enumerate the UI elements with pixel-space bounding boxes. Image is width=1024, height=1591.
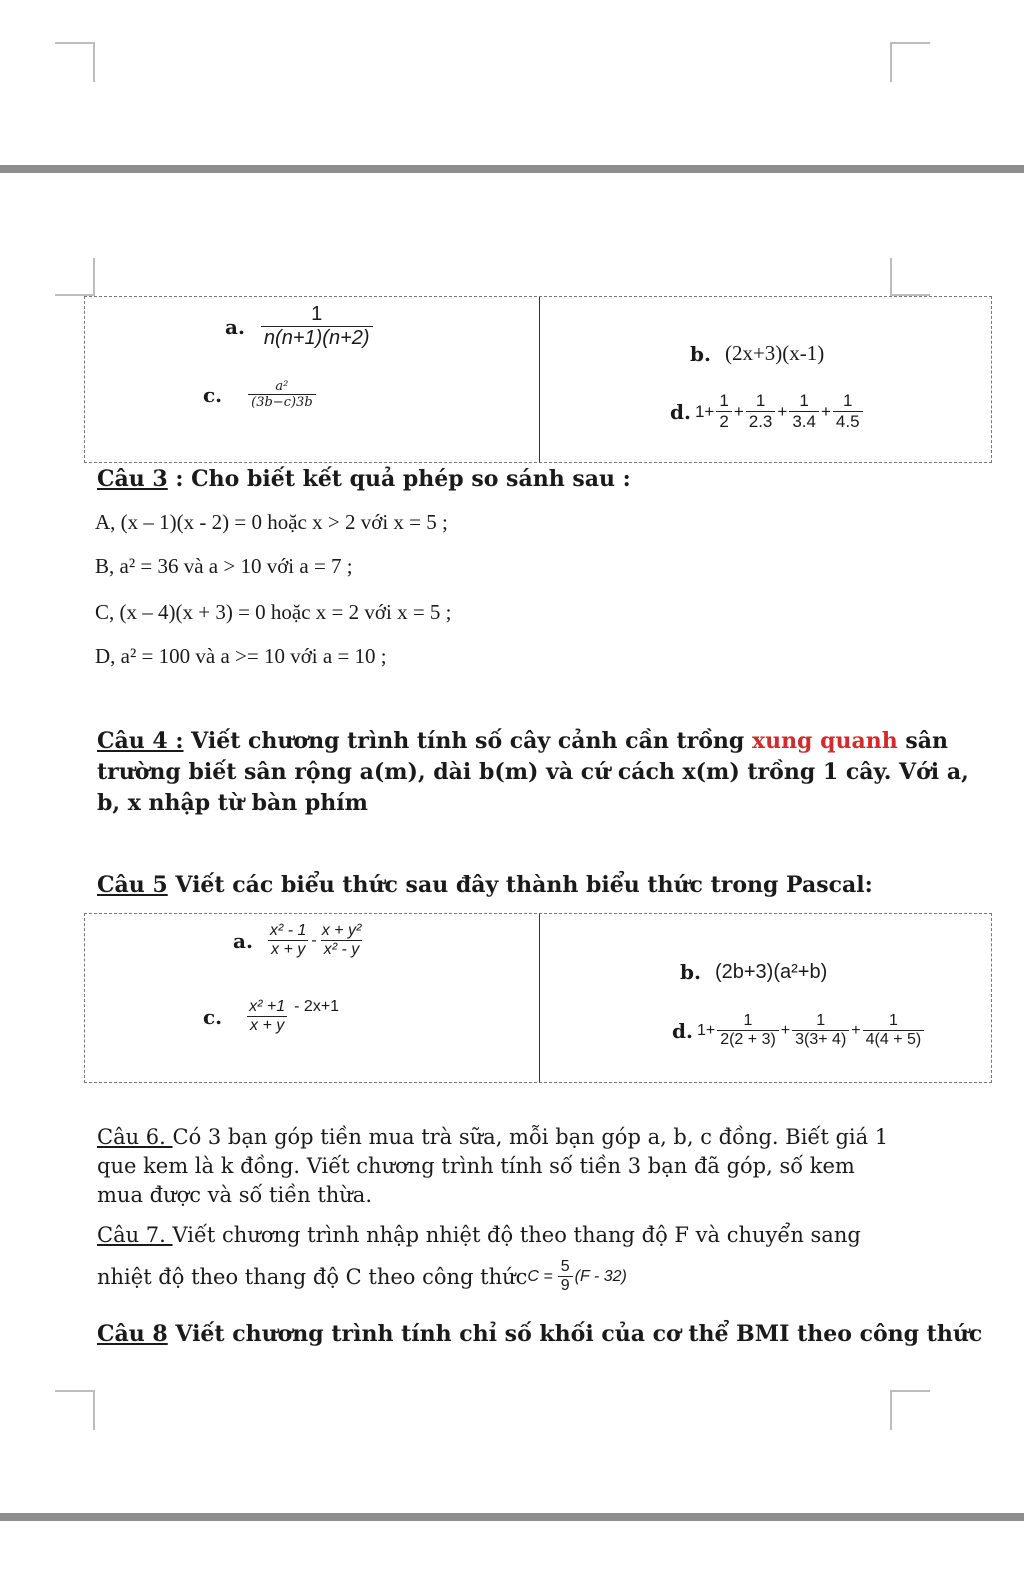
denominator: 3.4 (789, 411, 819, 432)
numerator: x + y² (321, 922, 362, 939)
item-label: b. (680, 960, 701, 984)
crop-mark (890, 258, 930, 296)
denominator: x + y (268, 940, 308, 959)
fraction (558, 1258, 573, 1295)
crop-mark (55, 1390, 95, 1430)
crop-mark (890, 1390, 930, 1430)
fraction (863, 1012, 925, 1049)
numerator: 5 (560, 1258, 570, 1275)
q5-item-b (680, 960, 827, 984)
page-divider (0, 1513, 1024, 1521)
question-text: mua được và số tiền thừa. (97, 1183, 372, 1207)
numerator: 1 (816, 1012, 826, 1029)
plus-sign: + (851, 1021, 861, 1039)
denominator: (3b−c)3b (248, 394, 316, 410)
denominator: 2.3 (746, 411, 776, 432)
numerator: x² - 1 (269, 922, 307, 939)
expression-tail: - 2x+1 (294, 997, 340, 1015)
plus-sign: + (733, 401, 744, 421)
formula-rhs: (F - 32) (574, 1267, 627, 1285)
q2-item-a (225, 303, 375, 350)
item-label: a. (233, 928, 253, 953)
question-label: Câu 8 (97, 1321, 168, 1347)
denominator: 2(2 + 3) (717, 1030, 779, 1049)
q4-paragraph (97, 726, 969, 819)
q8-heading (97, 1319, 982, 1350)
item-label: d. (670, 399, 691, 424)
q2-item-b (690, 341, 824, 366)
item-label: b. (690, 341, 711, 366)
question-text: Viết chương trình tính số cây cảnh cần trồng (183, 728, 752, 754)
q3-option-d: D, a² = 100 và a >= 10 với a = 10 ; (95, 644, 387, 668)
item-label: c. (203, 382, 223, 407)
q7-formula-line (97, 1258, 627, 1295)
fraction (248, 379, 316, 410)
numerator: x² +1 (249, 998, 286, 1015)
q2-right-cell (540, 297, 991, 462)
fraction (792, 1012, 849, 1049)
fraction (746, 391, 776, 432)
q7-paragraph (97, 1221, 861, 1250)
q3-heading (97, 464, 631, 495)
item-label: d. (672, 1018, 693, 1043)
question-label: Câu 5 (97, 872, 168, 898)
crop-mark (55, 42, 95, 82)
q3-option-a: A, (x – 1)(x - 2) = 0 hoặc x > 2 với x = 5 ; (95, 510, 448, 534)
question-text: nhiệt độ theo thang độ C theo công thức (97, 1264, 528, 1289)
question-label: Câu 4 : (97, 728, 184, 754)
item-label: a. (225, 314, 245, 339)
denominator: n(n+1)(n+2) (261, 326, 373, 350)
denominator: x + y (247, 1016, 287, 1035)
page-divider (0, 165, 1024, 173)
numerator: 1 (311, 303, 323, 325)
plus-sign: + (780, 1021, 791, 1039)
lead-term: 1+ (694, 401, 715, 421)
numerator: 1 (755, 391, 766, 410)
question-text: : Cho biết kết quả phép so sánh sau : (167, 466, 631, 492)
q3-option-b: B, a² = 36 và a > 10 với a = 7 ; (95, 554, 353, 578)
fraction (246, 998, 288, 1035)
plus-sign: + (820, 401, 831, 421)
q2-left-cell (85, 297, 540, 462)
question-label: Câu 7. (97, 1223, 173, 1247)
minus-sign: - (311, 931, 317, 949)
question-text: sân (897, 728, 949, 754)
q2-item-d (670, 391, 865, 432)
denominator: 2 (716, 411, 731, 432)
q5-heading (97, 870, 873, 901)
plus-sign: + (777, 401, 788, 421)
lead-term: 1+ (696, 1021, 716, 1039)
q5-right-cell (540, 914, 991, 1082)
question-text: Có 3 bạn góp tiền mua trà sữa, mỗi bạn góp a, b, c đồng. Biết giá 1 (172, 1125, 889, 1149)
numerator: 1 (719, 391, 729, 410)
question-text: Viết chương trình tính chỉ số khối của cơ thể BMI theo công thức (167, 1321, 983, 1347)
q5-item-d (672, 1012, 926, 1049)
q5-left-cell (85, 914, 540, 1082)
denominator: 4(4 + 5) (863, 1030, 925, 1049)
question-text: Viết các biểu thức sau đây thành biểu thức trong Pascal: (167, 872, 873, 898)
q3-option-c: C, (x – 4)(x + 3) = 0 hoặc x = 2 với x = 5 ; (95, 600, 452, 624)
item-label: c. (203, 1004, 223, 1029)
numerator: a² (275, 379, 289, 394)
expression: (2b+3)(a²+b) (714, 960, 828, 983)
fraction (717, 1012, 779, 1049)
question-text: Viết chương trình nhập nhiệt độ theo thang độ F và chuyển sang (172, 1223, 861, 1247)
q2-expression-table (84, 296, 992, 463)
denominator: 4.5 (833, 411, 863, 432)
numerator: 1 (799, 391, 809, 410)
numerator: 1 (888, 1012, 898, 1029)
question-label: Câu 3 (97, 466, 168, 492)
fraction (716, 391, 731, 432)
question-text: trường biết sân rộng a(m), dài b(m) và cứ cách x(m) trồng 1 cây. Với a, (97, 759, 969, 785)
crop-mark (55, 258, 95, 296)
denominator: 3(3+ 4) (792, 1030, 849, 1049)
q5-item-c (203, 998, 339, 1035)
denominator: 9 (558, 1276, 573, 1295)
highlighted-text: xung quanh (751, 728, 898, 754)
q2-item-c (203, 379, 318, 410)
numerator: 1 (743, 1012, 753, 1029)
denominator: x² - y (321, 940, 363, 959)
fraction (789, 391, 819, 432)
formula-lhs: C = (527, 1267, 553, 1285)
fraction (261, 303, 373, 350)
q5-item-a (233, 922, 366, 959)
question-text: que kem là k đồng. Viết chương trình tính số tiền 3 bạn đã góp, số kem (97, 1154, 855, 1178)
expression: (2x+3)(x-1) (724, 341, 825, 365)
numerator: 1 (842, 391, 853, 410)
q6-paragraph (97, 1123, 888, 1210)
question-text: b, x nhập từ bàn phím (97, 790, 368, 816)
fraction (267, 922, 309, 959)
fraction (319, 922, 365, 959)
question-label: Câu 6. (97, 1125, 173, 1149)
crop-mark (890, 42, 930, 82)
q5-expression-table (84, 913, 992, 1083)
fraction (833, 391, 863, 432)
